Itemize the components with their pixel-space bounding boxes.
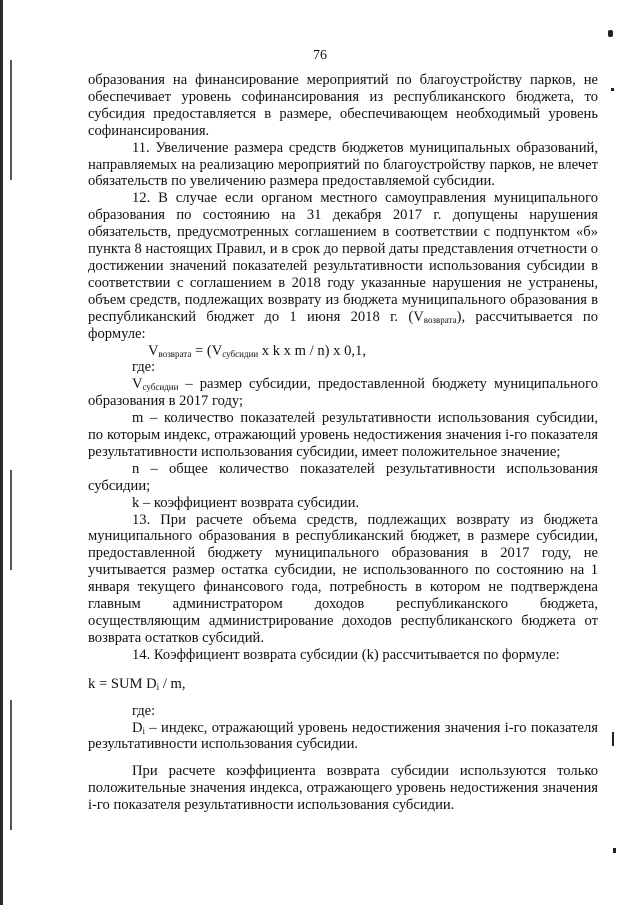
scan-mark	[10, 700, 12, 830]
definition-d: $D_i$ – индекс, отражающий уровень недостижения значения i-го показателя результативности использования субсидии.	[88, 719, 598, 753]
definition-v-subsidy: $V_{субсидии}$ – размер субсидии, предоставленной бюджету муниципального образования в 2017 году;	[88, 376, 598, 410]
definition-n: n – общее количество показателей результативности использования субсидии;	[88, 460, 598, 494]
paragraph-final: При расчете коэффициента возврата субсидии используются только положительные значения индекса, отражающего уровень недостижения значения i-го показателя результативности использования субсидии.	[88, 763, 598, 814]
paragraph-12: 12. В случае если органом местного самоуправления муниципального образования по состоянию на 31 декабря 2017 г. допущены нарушения обязательств, предусмотренных соглашением в соответствии с подпунктом «б» пункта 8 настоящих Правил, и в срок до первой даты представления отчетности о достижении значений показателей результативности использования субсидии в соответствии с соглашением в 2018 году указанные нарушения не устранены, объем средств, подлежащих возврату из бюджета муниципального образования в республиканский бюджет до 1 июня 2018 г. $(V_{возврата})$, рассчитывается по формуле:	[88, 190, 598, 342]
scan-speck	[612, 732, 614, 746]
formula-return-volume: $V_{возврата} = (V_{субсидии}$ x k x m / n) x 0,1,	[148, 342, 366, 359]
where-label: где:	[132, 359, 156, 376]
scan-mark	[10, 470, 12, 570]
document-body	[88, 72, 598, 814]
definition-m: m – количество показателей результативности использования субсидии, по которым индекс, отражающий уровень недостижения значения i-го показателя результативности использования субсидии, имеет положительное значение;	[88, 410, 598, 460]
scan-edge	[0, 0, 3, 905]
page-number: 76	[313, 48, 327, 63]
scan-speck	[608, 30, 613, 37]
formula-coefficient: k = SUM $D_i$ / m,	[88, 675, 186, 692]
where-label: где:	[132, 702, 156, 719]
paragraph-continuation: образования на финансирование мероприятий по благоустройству парков, не обеспечивает уровень софинансирования из республиканского бюджета, то субсидия предоставляется в размере, обеспечивающем необходимый уровень софинансирования.	[88, 72, 598, 139]
paragraph-14: 14. Коэффициент возврата субсидии (k) рассчитывается по формуле:	[132, 646, 560, 663]
scan-speck	[611, 88, 614, 91]
definition-k: k – коэффициент возврата субсидии.	[132, 494, 360, 511]
paragraph-11: 11. Увеличение размера средств бюджетов муниципальных образований, направляемых на реализацию мероприятий по благоустройству парков, не влечет обязательств по увеличению размера предоставляемой субсидии.	[88, 139, 598, 190]
scan-speck	[613, 848, 616, 853]
paragraph-13: 13. При расчете объема средств, подлежащих возврату из бюджета муниципального образования в республиканский бюджет, в размере субсидии, предоставленной бюджету муниципального образования в 2017 году, не учитывается размер остатка субсидии, не использованного по состоянию на 1 января текущего финансового года, потребность в котором не подтверждена главным администратором доходов республиканского бюджета, осуществляющим администрирование доходов республиканского бюджета от возврата остатков субсидий.	[88, 511, 598, 646]
scan-mark	[10, 60, 12, 180]
